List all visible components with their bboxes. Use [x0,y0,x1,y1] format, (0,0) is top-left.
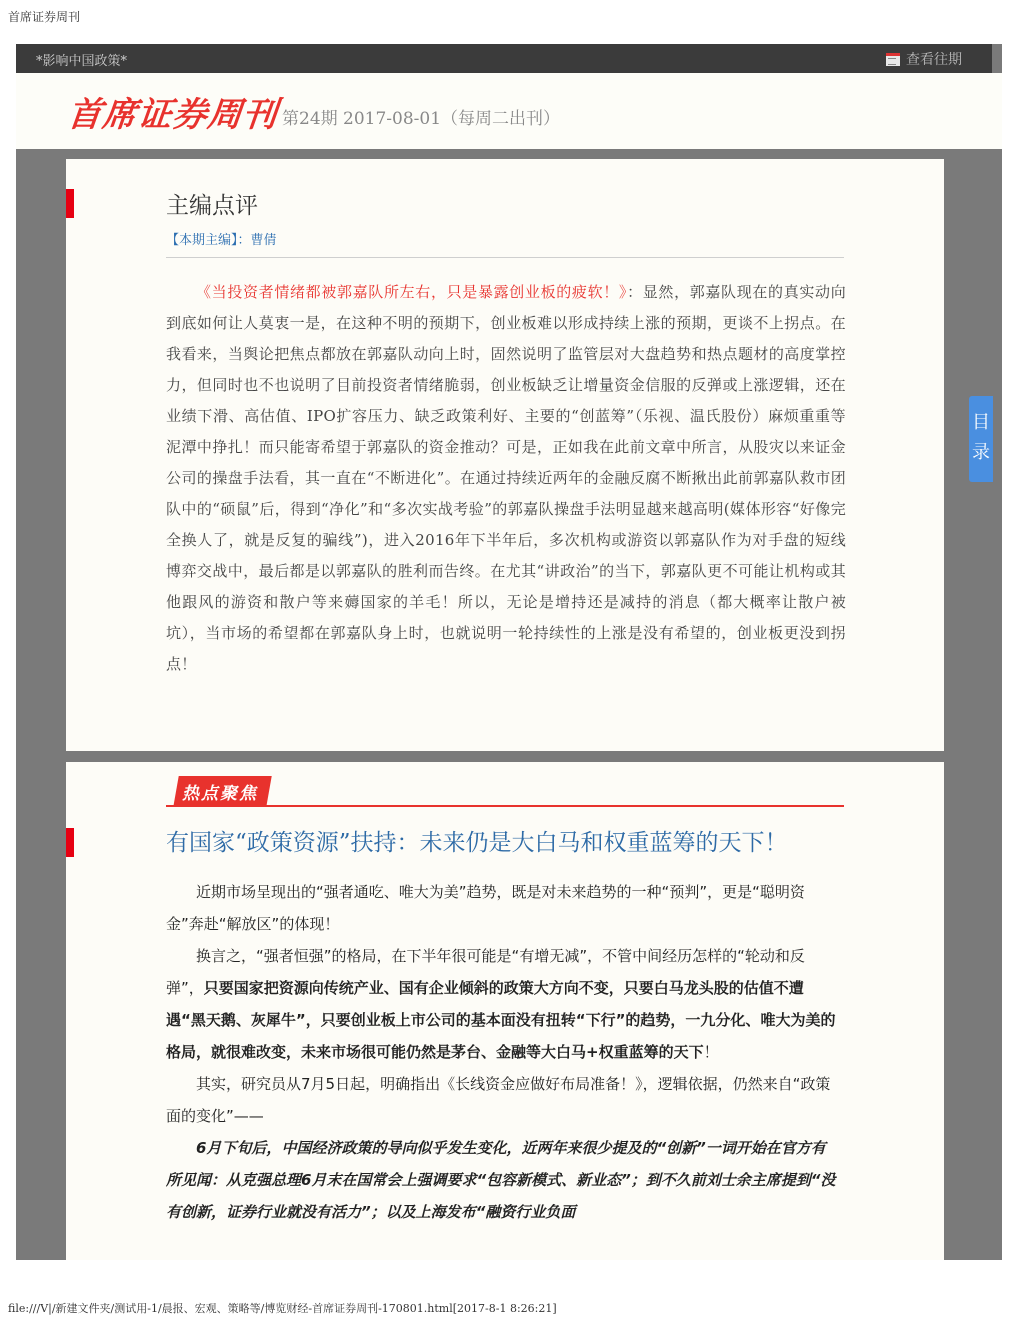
editor-label: 【本期主编】： [166,233,251,248]
editor-name[interactable]: 曹倩 [250,233,277,248]
article-paragraph: 近期市场呈现出的“强者通吃、唯大为美”趋势，既是对未来趋势的一种“预判”，更是“聪明资金”奔赴“解放区”的体现！ [166,883,805,933]
calendar-icon [886,53,900,66]
article-paragraph: 6月下旬后，中国经济政策的导向似乎发生变化，近两年来很少提及的“创新”一词开始在官方有所见闻：从克强总理6月末在国常会上强调要求“包容新模式、新业态”；到不久前刘士余主席提到“没有创新，证券行业就没有活力”；以及上海发布“融资行业负面 [166,1139,836,1221]
article-title: 有国家“政策资源”扶持：未来仍是大白马和权重蓝筹的天下！ [166,830,788,856]
hot-divider [166,805,844,807]
article-text: ！ [703,1043,719,1061]
newsletter-frame [16,44,1002,1260]
article-bold-text: 只要国家把资源向传统产业、国有企业倾斜的政策大方向不变，只要白马龙头股的估值不遭遇“黑天鹅、灰犀牛”，只要创业板上市公司的基本面没有扭转“下行”的趋势，一九分化、唯大为美的格局，就很难改变，未来市场很可能仍然是茅台、金融等大白马+权重蓝筹的天下 [166,979,836,1061]
section-marker [66,189,74,218]
archive-label[interactable]: 查看往期 [906,52,962,68]
toc-tab[interactable]: 目录 [969,396,993,482]
editorial-text: ：显然，郭嘉队现在的真实动向到底如何让人莫衷一是，在这种不明的预期下，创业板难以形成持续上涨的预期，更谈不上拐点。在我看来，当舆论把焦点都放在郭嘉队动向上时，固然说明了监管层对大盘趋势和热点题材的高度掌控力，但同时也不也说明了目前投资者情绪脆弱，创业板缺乏让增量资金信服的反弹或上涨逻辑，还在业绩下滑、高估值、IPO扩容压力、缺乏政策利好、主要的“创蓝筹”（乐视、温氏股份）麻烦重重等泥潭中挣扎！而只能寄希望于郭嘉队的资金推动？可是，正如我在此前文章中所言，从股灾以来证金公司的操盘手法看，其一直在“不断进化”。在通过持续近两年的金融反腐不断揪出此前郭嘉队救市团队中的“硕鼠”后，得到“净化”和“多次实战考验”的郭嘉队操盘手法明显越来越高明(媒体形容“好像完全换人了，就是反复的骗线”)，进入2016年下半年后，多次机构或游资以郭嘉队作为对手盘的短线博弈交战中，最后都是以郭嘉队的胜利而告终。在尤其“讲政治”的当下，郭嘉队更不可能让机构或其他跟风的游资和散户等来薅国家的羊毛！所以，无论是增持还是减持的消息（都大概率让散户被坑），当市场的希望都在郭嘉队身上时，也就说明一轮持续性的上涨是没有希望的，创业板更没到拐点！ [166,283,847,673]
divider [166,257,844,258]
top-bar [16,44,992,73]
article-body [166,876,836,1228]
article-text: 换言之，“强者恒强”的格局，在下半年很可能是“有增无减”，不管中间经历怎样的“轮动和反弹”， [166,947,805,997]
page-footer-path: file:///V|/新建文件夹/测试用-1/晨报、宏观、策略等/博览财经-首席证券周刊-170801.html[2017-8-1 8:26:21] [8,1302,557,1315]
editor-line [166,229,277,248]
article-paragraph [166,940,836,1068]
article-paragraph: 其实，研究员从7月5日起，明确指出《长线资金应做好布局准备！》，逻辑依据，仍然来自“政策面的变化”—— [166,1075,831,1125]
issue-info: 第24期 2017-08-01（每周二出刊） [282,109,561,129]
page-header-title: 首席证券周刊 [8,10,81,24]
masthead [16,73,1002,149]
article-marker [66,828,74,857]
hot-focus-card [66,762,944,1260]
editorial-quote-link[interactable]: 《当投资者情绪都被郭嘉队所左右，只是暴露创业板的疲软！》 [196,283,628,301]
archive-link[interactable] [886,49,962,69]
tagline: *影响中国政策* [36,54,128,69]
logo: 首席证券周刊 [65,95,280,135]
editorial-title: 主编点评 [166,193,258,219]
editorial-card [66,159,944,751]
editorial-body [166,277,846,680]
hot-badge: 热点聚焦 [182,784,258,804]
